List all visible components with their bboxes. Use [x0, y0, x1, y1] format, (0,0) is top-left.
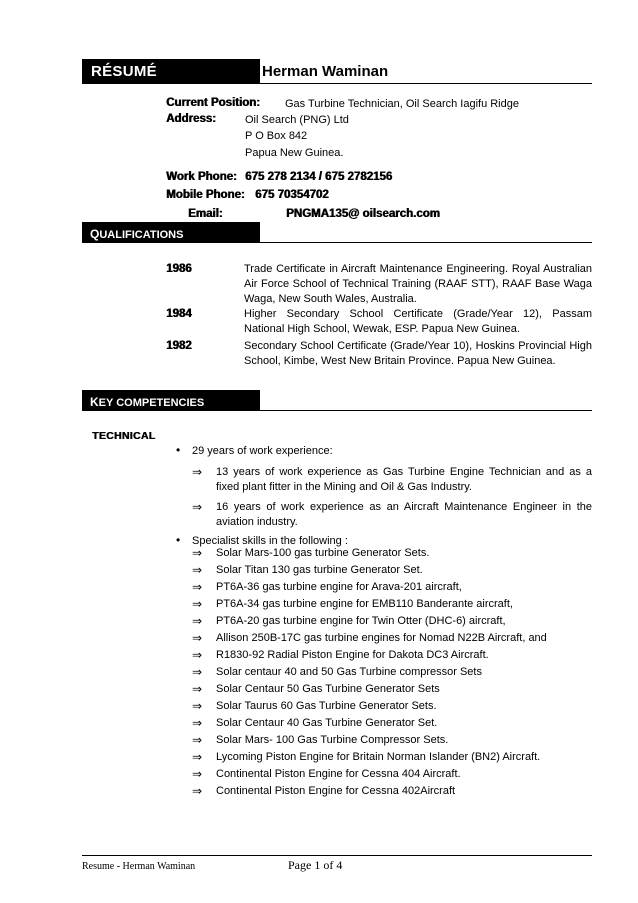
experience-detail: 13 years of work experience as Gas Turbine Engine Technician and as a fixed plant fitter in the Mining and Oil & Gas Industry.: [216, 466, 592, 493]
skill-text: Solar Titan 130 gas turbine Generator Set.: [216, 564, 423, 576]
skill-item: [192, 749, 592, 766]
arrow-icon: ⇒: [192, 699, 203, 713]
arrow-icon: ⇒: [192, 546, 203, 560]
qualifications-heading-rest: UALIFICATIONS: [99, 229, 184, 241]
arrow-icon: ⇒: [192, 733, 203, 747]
skill-text: PT6A-36 gas turbine engine for Arava-201 aircraft,: [216, 581, 462, 593]
work-phone-label: Work Phone:: [166, 171, 237, 183]
work-phone-value: 675 278 2134 / 675 2782156: [245, 171, 393, 183]
mobile-phone-label: Mobile Phone:: [166, 189, 245, 201]
skill-item: [192, 664, 592, 681]
skill-item: [192, 783, 592, 800]
skill-text: Solar Mars- 100 Gas Turbine Compressor Sets.: [216, 734, 449, 746]
skill-item: [192, 613, 592, 630]
qualifications-heading-bar: [82, 222, 260, 243]
specialist-skills-intro: Specialist skills in the following :: [192, 535, 348, 547]
header-rule: [82, 83, 592, 84]
qualifications-heading-initial: Q: [90, 227, 100, 241]
competencies-heading-bar: [82, 390, 260, 411]
skill-text: Solar Centaur 50 Gas Turbine Generator Sets: [216, 683, 440, 695]
email-value: PNGMA135@ oilsearch.com: [286, 208, 440, 220]
skills-list: [192, 545, 592, 800]
skill-item: [192, 732, 592, 749]
arrow-icon: ⇒: [192, 597, 203, 611]
address-line-2: P O Box 842: [245, 130, 308, 142]
arrow-icon: ⇒: [192, 767, 203, 781]
skill-text: Solar centaur 40 and 50 Gas Turbine compressor Sets: [216, 666, 482, 678]
skill-text: PT6A-20 gas turbine engine for Twin Otter (DHC-6) aircraft,: [216, 615, 506, 627]
skill-text: Solar Centaur 40 Gas Turbine Generator Set.: [216, 717, 438, 729]
arrow-icon: ⇒: [192, 716, 203, 730]
skill-item: [192, 715, 592, 732]
arrow-icon: ⇒: [192, 631, 203, 645]
skill-item: [192, 562, 592, 579]
arrow-icon: ⇒: [192, 784, 203, 798]
skill-text: PT6A-34 gas turbine engine for EMB110 Banderante aircraft,: [216, 598, 513, 610]
skill-item: [192, 630, 592, 647]
resume-heading-bar: [82, 59, 260, 84]
bullet-icon: •: [176, 533, 181, 547]
bullet-icon: •: [176, 443, 181, 457]
skill-text: Allison 250B-17C gas turbine engines for Nomad N22B Aircraft, and: [216, 632, 547, 644]
applicant-name: Herman Waminan: [262, 63, 389, 80]
qualification-text: Secondary School Certificate (Grade/Year 10), Hoskins Provincial High School, Kimbe, West New Britain Province. Papua New Guinea.: [244, 340, 592, 367]
arrow-icon: ⇒: [192, 750, 203, 764]
mobile-phone-value: 675 70354702: [255, 189, 329, 201]
experience-detail: 16 years of work experience as an Aircraft Maintenance Engineer in the aviation industry.: [216, 501, 592, 528]
qualification-year: 1984: [166, 308, 192, 320]
qualification-text: Higher Secondary School Certificate (Grade/Year 12), Passam National High School, Wewak, ESP. Papua New Guinea.: [244, 308, 592, 335]
skill-item: [192, 545, 592, 562]
current-position-label: Current Position:: [166, 97, 260, 109]
competencies-rule: [260, 410, 592, 411]
skill-text: R1830-92 Radial Piston Engine for Dakota DC3 Aircraft.: [216, 649, 489, 661]
arrow-icon: ⇒: [192, 465, 203, 479]
footer-document-title: Resume - Herman Waminan: [82, 861, 196, 872]
skill-item: [192, 596, 592, 613]
address-label: Address:: [166, 113, 216, 125]
arrow-icon: ⇒: [192, 563, 203, 577]
arrow-icon: ⇒: [192, 665, 203, 679]
page-number: Page 1 of 4: [288, 858, 343, 872]
skill-item: [192, 647, 592, 664]
qualification-year: 1982: [166, 340, 192, 352]
email-label: Email:: [188, 208, 223, 220]
footer-rule: [82, 855, 592, 856]
arrow-icon: ⇒: [192, 614, 203, 628]
skill-item: [192, 766, 592, 783]
skill-item: [192, 579, 592, 596]
experience-summary: 29 years of work experience:: [192, 445, 333, 457]
skill-text: Continental Piston Engine for Cessna 404 Aircraft.: [216, 768, 461, 780]
qualification-year: 1986: [166, 263, 192, 275]
competencies-heading-initial: K: [90, 395, 99, 409]
address-line-1: Oil Search (PNG) Ltd: [245, 114, 349, 126]
qualifications-rule: [260, 242, 592, 243]
current-position-value: Gas Turbine Technician, Oil Search Iagifu Ridge: [285, 98, 519, 110]
arrow-icon: ⇒: [192, 580, 203, 594]
competencies-heading-rest: EY COMPETENCIES: [98, 397, 205, 409]
arrow-icon: ⇒: [192, 682, 203, 696]
skill-text: Continental Piston Engine for Cessna 402Aircraft: [216, 785, 456, 797]
technical-subheading: TECHNICAL: [92, 430, 156, 442]
skill-text: Solar Mars-100 gas turbine Generator Sets.: [216, 547, 430, 559]
skill-text: Lycoming Piston Engine for Britain Norman Islander (BN2) Aircraft.: [216, 751, 541, 763]
skill-item: [192, 698, 592, 715]
qualification-text: Trade Certificate in Aircraft Maintenance Engineering. Royal Australian Air Force School of Technical Training (RAAF STT), RAAF Base Waga Waga, New South Wales, Australia.: [244, 263, 592, 305]
skill-item: [192, 681, 592, 698]
address-line-3: Papua New Guinea.: [245, 147, 344, 159]
resume-heading: RÉSUMÉ: [91, 63, 157, 80]
arrow-icon: ⇒: [192, 500, 203, 514]
arrow-icon: ⇒: [192, 648, 203, 662]
skill-text: Solar Taurus 60 Gas Turbine Generator Sets.: [216, 700, 437, 712]
